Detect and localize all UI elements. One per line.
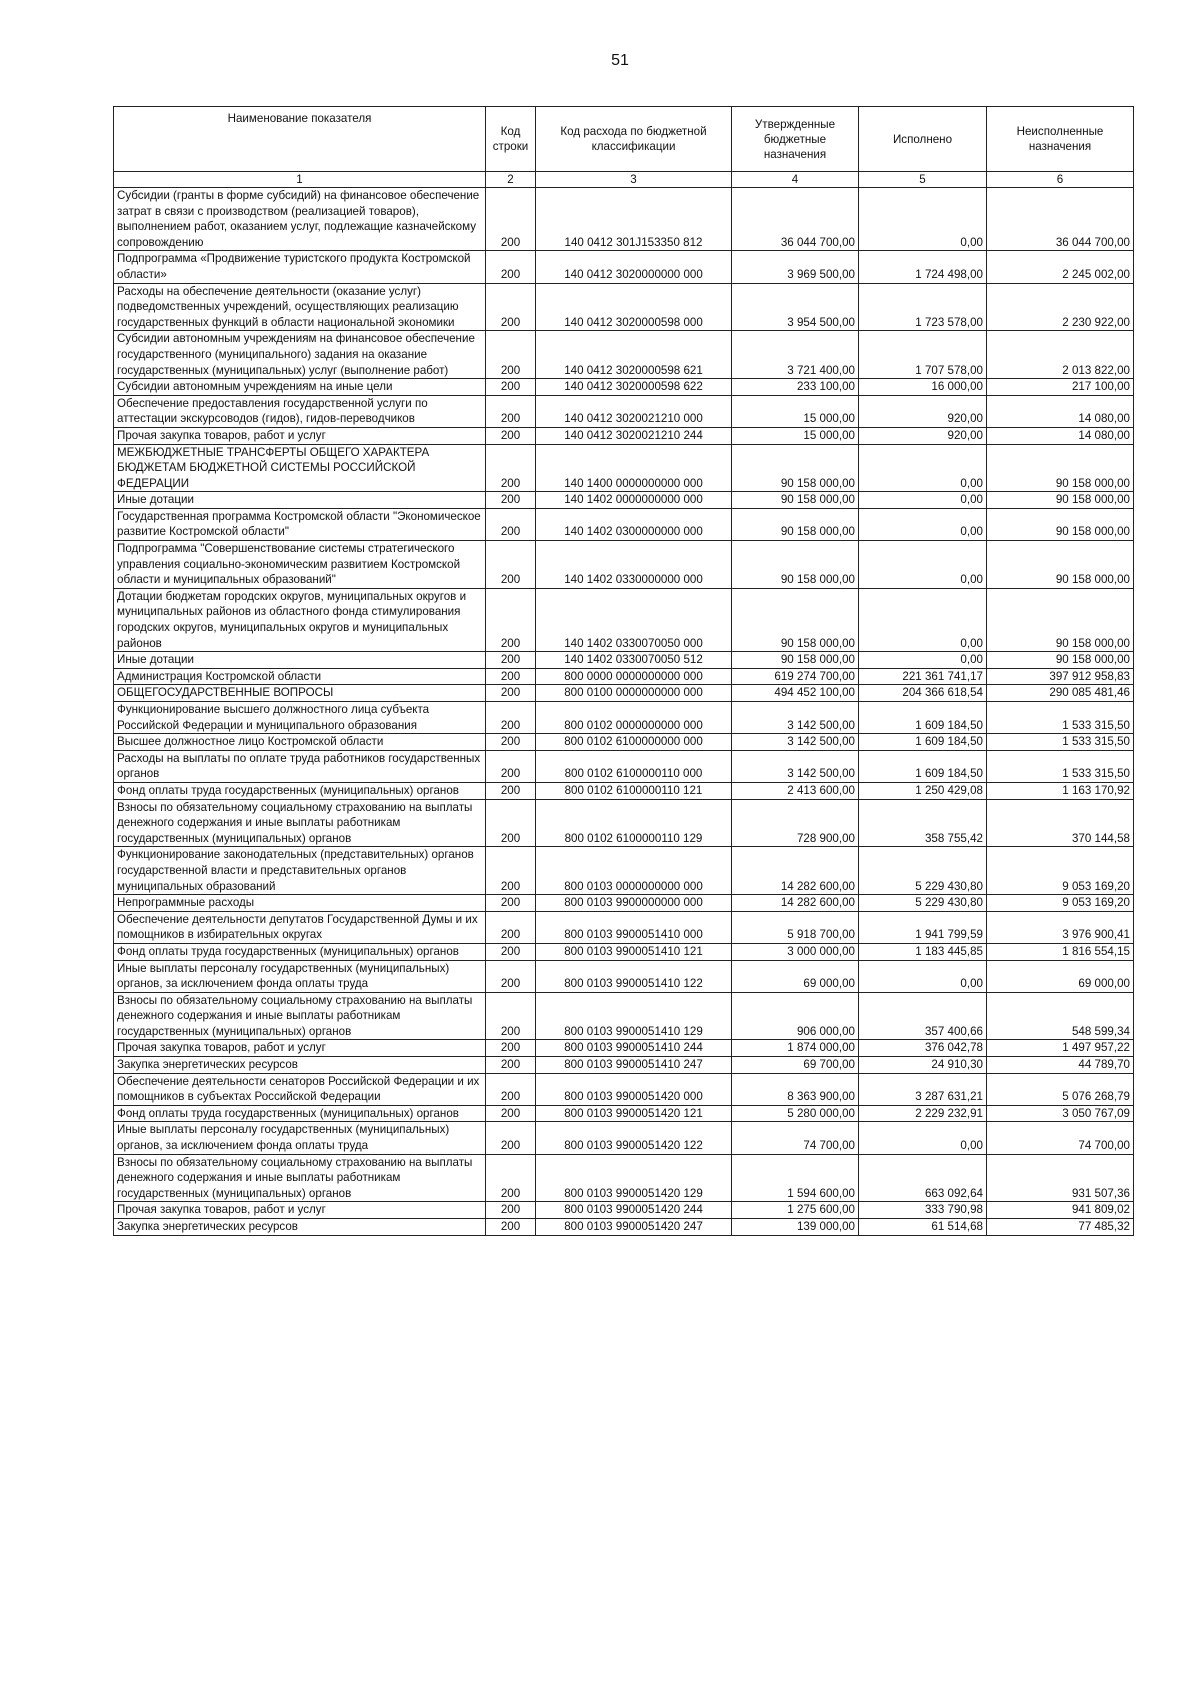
row-executed-amount: 333 790,98: [859, 1202, 987, 1219]
row-approved-amount: 90 158 000,00: [732, 492, 859, 509]
row-name: ОБЩЕГОСУДАРСТВЕННЫЕ ВОПРОСЫ: [114, 685, 486, 702]
row-name: Расходы на выплаты по оплате труда работников государственных органов: [114, 750, 486, 782]
column-header-approved: Утвержденные бюджетные назначения: [732, 107, 859, 172]
row-line-code: 200: [486, 1057, 536, 1074]
row-executed-amount: 0,00: [859, 188, 987, 251]
row-unexecuted-amount: 9 053 169,20: [987, 847, 1134, 895]
row-name: Закупка энергетических ресурсов: [114, 1057, 486, 1074]
row-unexecuted-amount: 2 230 922,00: [987, 283, 1134, 331]
row-executed-amount: 0,00: [859, 588, 987, 651]
row-executed-amount: 1 183 445,85: [859, 943, 987, 960]
row-unexecuted-amount: 548 599,34: [987, 992, 1134, 1040]
row-name: Прочая закупка товаров, работ и услуг: [114, 427, 486, 444]
row-approved-amount: 8 363 900,00: [732, 1073, 859, 1105]
row-name: Субсидии (гранты в форме субсидий) на финансовое обеспечение затрат в связи с производством (реализацией товаров), выполнением работ, оказанием услуг, подлежащие казначейскому сопровождению: [114, 188, 486, 251]
row-line-code: 200: [486, 444, 536, 492]
table-row: [114, 1057, 1134, 1074]
row-name: Подпрограмма "Совершенствование системы стратегического управления социально-экономическим развитием Костромской области и муниципальных образований": [114, 541, 486, 589]
table-row: [114, 1040, 1134, 1057]
row-classification-code: 140 0412 3020021210 000: [536, 395, 732, 427]
row-approved-amount: 69 700,00: [732, 1057, 859, 1074]
row-name: Фонд оплаты труда государственных (муниципальных) органов: [114, 943, 486, 960]
row-classification-code: 140 1402 0330070050 000: [536, 588, 732, 651]
row-unexecuted-amount: 1 816 554,15: [987, 943, 1134, 960]
row-unexecuted-amount: 290 085 481,46: [987, 685, 1134, 702]
row-line-code: 200: [486, 251, 536, 283]
row-approved-amount: 728 900,00: [732, 799, 859, 847]
row-approved-amount: 90 158 000,00: [732, 541, 859, 589]
table-row: [114, 799, 1134, 847]
row-approved-amount: 3 954 500,00: [732, 283, 859, 331]
row-unexecuted-amount: 74 700,00: [987, 1122, 1134, 1154]
table-row: [114, 685, 1134, 702]
table-row: [114, 960, 1134, 992]
row-executed-amount: 1 707 578,00: [859, 331, 987, 379]
row-classification-code: 800 0103 9900051420 121: [536, 1105, 732, 1122]
row-classification-code: 140 1402 0330000000 000: [536, 541, 732, 589]
table-row: [114, 750, 1134, 782]
row-name: МЕЖБЮДЖЕТНЫЕ ТРАНСФЕРТЫ ОБЩЕГО ХАРАКТЕРА БЮДЖЕТАМ БЮДЖЕТНОЙ СИСТЕМЫ РОССИЙСКОЙ ФЕДЕРАЦИИ: [114, 444, 486, 492]
row-executed-amount: 1 609 184,50: [859, 702, 987, 734]
table-header-row: [114, 107, 1134, 172]
row-name: Государственная программа Костромской области "Экономическое развитие Костромской области": [114, 508, 486, 540]
row-approved-amount: 906 000,00: [732, 992, 859, 1040]
row-classification-code: 800 0103 9900051420 129: [536, 1154, 732, 1202]
row-classification-code: 800 0000 0000000000 000: [536, 668, 732, 685]
row-unexecuted-amount: 90 158 000,00: [987, 508, 1134, 540]
row-line-code: 200: [486, 685, 536, 702]
table-row: [114, 379, 1134, 396]
row-approved-amount: 3 142 500,00: [732, 702, 859, 734]
row-classification-code: 800 0103 0000000000 000: [536, 847, 732, 895]
row-executed-amount: 358 755,42: [859, 799, 987, 847]
row-executed-amount: 221 361 741,17: [859, 668, 987, 685]
row-unexecuted-amount: 2 013 822,00: [987, 331, 1134, 379]
row-classification-code: 140 0412 3020000598 622: [536, 379, 732, 396]
row-executed-amount: 24 910,30: [859, 1057, 987, 1074]
row-unexecuted-amount: 3 050 767,09: [987, 1105, 1134, 1122]
row-unexecuted-amount: 1 533 315,50: [987, 734, 1134, 751]
row-name: Дотации бюджетам городских округов, муниципальных округов и муниципальных районов из областного фонда стимулирования городских округов, муниципальных округов и муниципальных районов: [114, 588, 486, 651]
column-header-unexecuted: Неисполненные назначения: [987, 107, 1134, 172]
row-approved-amount: 14 282 600,00: [732, 847, 859, 895]
column-number: 3: [536, 172, 732, 188]
column-number-row: [114, 172, 1134, 188]
row-name: Непрограммные расходы: [114, 895, 486, 912]
row-unexecuted-amount: 44 789,70: [987, 1057, 1134, 1074]
row-name: Фонд оплаты труда государственных (муниципальных) органов: [114, 1105, 486, 1122]
table-row: [114, 1202, 1134, 1219]
row-line-code: 200: [486, 652, 536, 669]
row-executed-amount: 1 609 184,50: [859, 750, 987, 782]
table-row: [114, 492, 1134, 509]
row-classification-code: 800 0103 9900051410 244: [536, 1040, 732, 1057]
row-name: Подпрограмма «Продвижение туристского продукта Костромской области»: [114, 251, 486, 283]
row-line-code: 200: [486, 379, 536, 396]
table-row: [114, 734, 1134, 751]
row-approved-amount: 494 452 100,00: [732, 685, 859, 702]
row-approved-amount: 74 700,00: [732, 1122, 859, 1154]
row-classification-code: 140 0412 301J153350 812: [536, 188, 732, 251]
row-executed-amount: 0,00: [859, 508, 987, 540]
row-unexecuted-amount: 3 976 900,41: [987, 911, 1134, 943]
column-number: 2: [486, 172, 536, 188]
row-approved-amount: 90 158 000,00: [732, 444, 859, 492]
row-unexecuted-amount: 9 053 169,20: [987, 895, 1134, 912]
row-line-code: 200: [486, 750, 536, 782]
row-line-code: 200: [486, 1122, 536, 1154]
row-executed-amount: 1 609 184,50: [859, 734, 987, 751]
table-row: [114, 444, 1134, 492]
table-row: [114, 895, 1134, 912]
row-approved-amount: 1 275 600,00: [732, 1202, 859, 1219]
row-unexecuted-amount: 941 809,02: [987, 1202, 1134, 1219]
column-number: 5: [859, 172, 987, 188]
row-unexecuted-amount: 931 507,36: [987, 1154, 1134, 1202]
column-header-executed: Исполнено: [859, 107, 987, 172]
row-classification-code: 800 0103 9900051410 129: [536, 992, 732, 1040]
row-name: Администрация Костромской области: [114, 668, 486, 685]
row-name: Закупка энергетических ресурсов: [114, 1219, 486, 1236]
row-approved-amount: 15 000,00: [732, 395, 859, 427]
row-approved-amount: 3 142 500,00: [732, 734, 859, 751]
row-executed-amount: 5 229 430,80: [859, 847, 987, 895]
row-classification-code: 800 0103 9900051420 000: [536, 1073, 732, 1105]
row-classification-code: 800 0103 9900051420 122: [536, 1122, 732, 1154]
row-line-code: 200: [486, 734, 536, 751]
table-row: [114, 911, 1134, 943]
table-row: [114, 1122, 1134, 1154]
row-name: Прочая закупка товаров, работ и услуг: [114, 1040, 486, 1057]
row-line-code: 200: [486, 588, 536, 651]
row-unexecuted-amount: 77 485,32: [987, 1219, 1134, 1236]
row-line-code: 200: [486, 331, 536, 379]
row-line-code: 200: [486, 1105, 536, 1122]
row-name: Взносы по обязательному социальному страхованию на выплаты денежного содержания и иные выплаты работникам государственных (муниципальных) органов: [114, 992, 486, 1040]
table-row: [114, 283, 1134, 331]
row-executed-amount: 1 250 429,08: [859, 782, 987, 799]
table-row: [114, 541, 1134, 589]
row-unexecuted-amount: 370 144,58: [987, 799, 1134, 847]
row-unexecuted-amount: 217 100,00: [987, 379, 1134, 396]
column-header-classification-code: Код расхода по бюджетной классификации: [536, 107, 732, 172]
row-name: Иные дотации: [114, 492, 486, 509]
row-executed-amount: 357 400,66: [859, 992, 987, 1040]
column-number: 6: [987, 172, 1134, 188]
row-executed-amount: 920,00: [859, 427, 987, 444]
row-unexecuted-amount: 36 044 700,00: [987, 188, 1134, 251]
table-row: [114, 782, 1134, 799]
row-classification-code: 800 0103 9900051410 121: [536, 943, 732, 960]
row-classification-code: 800 0103 9900051410 122: [536, 960, 732, 992]
row-classification-code: 800 0102 0000000000 000: [536, 702, 732, 734]
row-unexecuted-amount: 69 000,00: [987, 960, 1134, 992]
row-executed-amount: 1 724 498,00: [859, 251, 987, 283]
row-line-code: 200: [486, 541, 536, 589]
row-executed-amount: 5 229 430,80: [859, 895, 987, 912]
row-unexecuted-amount: 90 158 000,00: [987, 541, 1134, 589]
row-approved-amount: 5 280 000,00: [732, 1105, 859, 1122]
row-unexecuted-amount: 90 158 000,00: [987, 652, 1134, 669]
row-name: Субсидии автономным учреждениям на финансовое обеспечение государственного (муниципального) задания на оказание государственных (муниципальных) услуг (выполнение работ): [114, 331, 486, 379]
row-executed-amount: 0,00: [859, 652, 987, 669]
row-classification-code: 800 0103 9900051410 000: [536, 911, 732, 943]
table-row: [114, 668, 1134, 685]
table-row: [114, 943, 1134, 960]
row-executed-amount: 0,00: [859, 960, 987, 992]
row-unexecuted-amount: 2 245 002,00: [987, 251, 1134, 283]
row-classification-code: 140 1402 0330070050 512: [536, 652, 732, 669]
row-unexecuted-amount: 90 158 000,00: [987, 444, 1134, 492]
row-classification-code: 140 0412 3020000598 621: [536, 331, 732, 379]
table-row: [114, 395, 1134, 427]
row-approved-amount: 1 594 600,00: [732, 1154, 859, 1202]
table-row: [114, 508, 1134, 540]
row-classification-code: 800 0102 6100000110 000: [536, 750, 732, 782]
table-row: [114, 702, 1134, 734]
row-unexecuted-amount: 1 533 315,50: [987, 702, 1134, 734]
row-name: Иные выплаты персоналу государственных (муниципальных) органов, за исключением фонда оплаты труда: [114, 960, 486, 992]
row-line-code: 200: [486, 668, 536, 685]
row-executed-amount: 3 287 631,21: [859, 1073, 987, 1105]
row-line-code: 200: [486, 188, 536, 251]
row-name: Фонд оплаты труда государственных (муниципальных) органов: [114, 782, 486, 799]
row-unexecuted-amount: 1 533 315,50: [987, 750, 1134, 782]
column-number: 1: [114, 172, 486, 188]
row-classification-code: 800 0102 6100000110 129: [536, 799, 732, 847]
column-number: 4: [732, 172, 859, 188]
row-line-code: 200: [486, 1202, 536, 1219]
row-line-code: 200: [486, 1154, 536, 1202]
row-unexecuted-amount: 14 080,00: [987, 427, 1134, 444]
row-executed-amount: 663 092,64: [859, 1154, 987, 1202]
row-name: Обеспечение предоставления государственной услуги по аттестации экскурсоводов (гидов), гидов-переводчиков: [114, 395, 486, 427]
row-approved-amount: 3 142 500,00: [732, 750, 859, 782]
row-unexecuted-amount: 5 076 268,79: [987, 1073, 1134, 1105]
row-executed-amount: 61 514,68: [859, 1219, 987, 1236]
row-name: Взносы по обязательному социальному страхованию на выплаты денежного содержания и иные выплаты работникам государственных (муниципальных) органов: [114, 799, 486, 847]
row-executed-amount: 0,00: [859, 444, 987, 492]
row-approved-amount: 3 000 000,00: [732, 943, 859, 960]
row-executed-amount: 2 229 232,91: [859, 1105, 987, 1122]
row-line-code: 200: [486, 960, 536, 992]
table-row: [114, 992, 1134, 1040]
row-executed-amount: 0,00: [859, 1122, 987, 1154]
row-classification-code: 800 0103 9900051420 244: [536, 1202, 732, 1219]
row-name: Взносы по обязательному социальному страхованию на выплаты денежного содержания и иные выплаты работникам государственных (муниципальных) органов: [114, 1154, 486, 1202]
table-row: [114, 427, 1134, 444]
row-name: Иные дотации: [114, 652, 486, 669]
row-name: Функционирование законодательных (представительных) органов государственной власти и представительных органов муниципальных образований: [114, 847, 486, 895]
table-row: [114, 188, 1134, 251]
row-line-code: 200: [486, 847, 536, 895]
page-number: 51: [611, 52, 629, 69]
row-executed-amount: 0,00: [859, 541, 987, 589]
row-line-code: 200: [486, 1219, 536, 1236]
row-name: Субсидии автономным учреждениям на иные цели: [114, 379, 486, 396]
row-line-code: 200: [486, 702, 536, 734]
table-body: [114, 188, 1134, 1236]
row-classification-code: 140 1402 0000000000 000: [536, 492, 732, 509]
row-executed-amount: 204 366 618,54: [859, 685, 987, 702]
row-approved-amount: 90 158 000,00: [732, 588, 859, 651]
row-name: Иные выплаты персоналу государственных (муниципальных) органов, за исключением фонда оплаты труда: [114, 1122, 486, 1154]
row-approved-amount: 90 158 000,00: [732, 652, 859, 669]
row-unexecuted-amount: 90 158 000,00: [987, 588, 1134, 651]
table-row: [114, 588, 1134, 651]
table-row: [114, 331, 1134, 379]
table-row: [114, 251, 1134, 283]
row-approved-amount: 69 000,00: [732, 960, 859, 992]
row-executed-amount: 16 000,00: [859, 379, 987, 396]
row-line-code: 200: [486, 427, 536, 444]
row-unexecuted-amount: 90 158 000,00: [987, 492, 1134, 509]
row-classification-code: 140 0412 3020000000 000: [536, 251, 732, 283]
row-executed-amount: 376 042,78: [859, 1040, 987, 1057]
row-classification-code: 800 0102 6100000000 000: [536, 734, 732, 751]
row-unexecuted-amount: 397 912 958,83: [987, 668, 1134, 685]
row-name: Расходы на обеспечение деятельности (оказание услуг) подведомственных учреждений, осуществляющих реализацию государственных функций в области национальной экономики: [114, 283, 486, 331]
row-line-code: 200: [486, 508, 536, 540]
row-approved-amount: 5 918 700,00: [732, 911, 859, 943]
row-name: Обеспечение деятельности сенаторов Российской Федерации и их помощников в субъектах Российской Федерации: [114, 1073, 486, 1105]
table-row: [114, 1219, 1134, 1236]
row-approved-amount: 36 044 700,00: [732, 188, 859, 251]
row-line-code: 200: [486, 992, 536, 1040]
row-approved-amount: 2 413 600,00: [732, 782, 859, 799]
row-line-code: 200: [486, 492, 536, 509]
row-classification-code: 140 0412 3020000598 000: [536, 283, 732, 331]
row-line-code: 200: [486, 943, 536, 960]
row-executed-amount: 920,00: [859, 395, 987, 427]
row-line-code: 200: [486, 799, 536, 847]
row-unexecuted-amount: 1 163 170,92: [987, 782, 1134, 799]
row-classification-code: 140 0412 3020021210 244: [536, 427, 732, 444]
column-header-line-code: Код строки: [486, 107, 536, 172]
budget-execution-table: [113, 106, 1134, 1236]
row-approved-amount: 3 969 500,00: [732, 251, 859, 283]
table-row: [114, 1105, 1134, 1122]
row-approved-amount: 1 874 000,00: [732, 1040, 859, 1057]
table-row: [114, 1154, 1134, 1202]
row-classification-code: 140 1400 0000000000 000: [536, 444, 732, 492]
row-line-code: 200: [486, 283, 536, 331]
row-approved-amount: 14 282 600,00: [732, 895, 859, 912]
row-line-code: 200: [486, 911, 536, 943]
row-classification-code: 800 0103 9900000000 000: [536, 895, 732, 912]
table-row: [114, 1073, 1134, 1105]
row-classification-code: 800 0102 6100000110 121: [536, 782, 732, 799]
table-row: [114, 847, 1134, 895]
row-approved-amount: 233 100,00: [732, 379, 859, 396]
row-executed-amount: 0,00: [859, 492, 987, 509]
row-unexecuted-amount: 1 497 957,22: [987, 1040, 1134, 1057]
row-approved-amount: 139 000,00: [732, 1219, 859, 1236]
row-line-code: 200: [486, 895, 536, 912]
row-classification-code: 800 0103 9900051420 247: [536, 1219, 732, 1236]
row-line-code: 200: [486, 1040, 536, 1057]
row-approved-amount: 3 721 400,00: [732, 331, 859, 379]
row-classification-code: 800 0103 9900051410 247: [536, 1057, 732, 1074]
row-line-code: 200: [486, 782, 536, 799]
row-executed-amount: 1 723 578,00: [859, 283, 987, 331]
row-line-code: 200: [486, 1073, 536, 1105]
column-header-name: Наименование показателя: [114, 107, 486, 172]
row-classification-code: 800 0100 0000000000 000: [536, 685, 732, 702]
row-name: Прочая закупка товаров, работ и услуг: [114, 1202, 486, 1219]
row-approved-amount: 90 158 000,00: [732, 508, 859, 540]
row-approved-amount: 15 000,00: [732, 427, 859, 444]
table-row: [114, 652, 1134, 669]
row-unexecuted-amount: 14 080,00: [987, 395, 1134, 427]
row-name: Обеспечение деятельности депутатов Государственной Думы и их помощников в избирательных округах: [114, 911, 486, 943]
row-executed-amount: 1 941 799,59: [859, 911, 987, 943]
row-name: Функционирование высшего должностного лица субъекта Российской Федерации и муниципального образования: [114, 702, 486, 734]
row-line-code: 200: [486, 395, 536, 427]
row-name: Высшее должностное лицо Костромской области: [114, 734, 486, 751]
row-classification-code: 140 1402 0300000000 000: [536, 508, 732, 540]
row-approved-amount: 619 274 700,00: [732, 668, 859, 685]
